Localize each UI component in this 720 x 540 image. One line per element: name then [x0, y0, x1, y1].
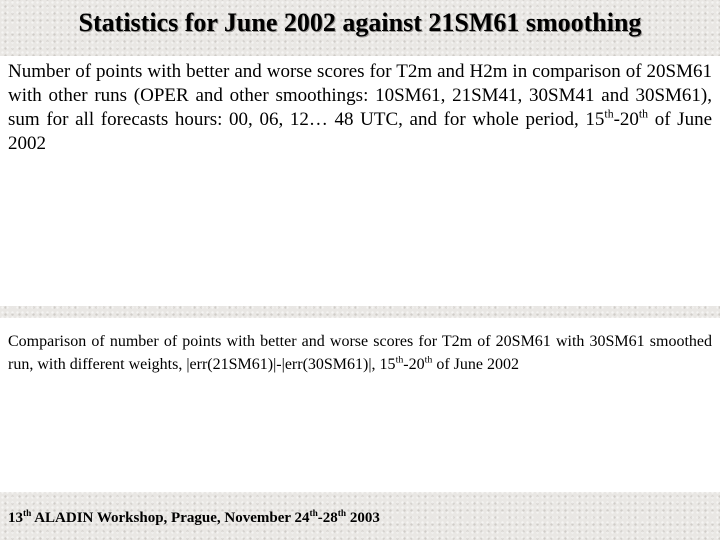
slide-title: Statistics for June 2002 against 21SM61 smoothing — [78, 8, 642, 37]
caption-1: Number of points with better and worse scores for T2m and H2m in comparison of 20SM61 with other runs (OPER and other smoothings: 10SM61, 21SM41, 30SM41 and 30SM61), sum for all forecasts hours: 00, 06, 12… 48 UTC, and for whole period, 15th-20th of June 2002 — [8, 61, 713, 154]
figure-panel-2 — [0, 318, 720, 492]
footer-workshop-info: 13th ALADIN Workshop, Prague, November 24th-28th 2003 — [8, 509, 380, 526]
caption-2: Comparison of number of points with better and worse scores for T2m of 20SM61 with 30SM61 smoothed run, with different weights, |err(21SM61)|-|err(30SM61)|, 15th-20th of June 2002 — [8, 333, 712, 373]
figure-panel-1 — [0, 56, 720, 306]
